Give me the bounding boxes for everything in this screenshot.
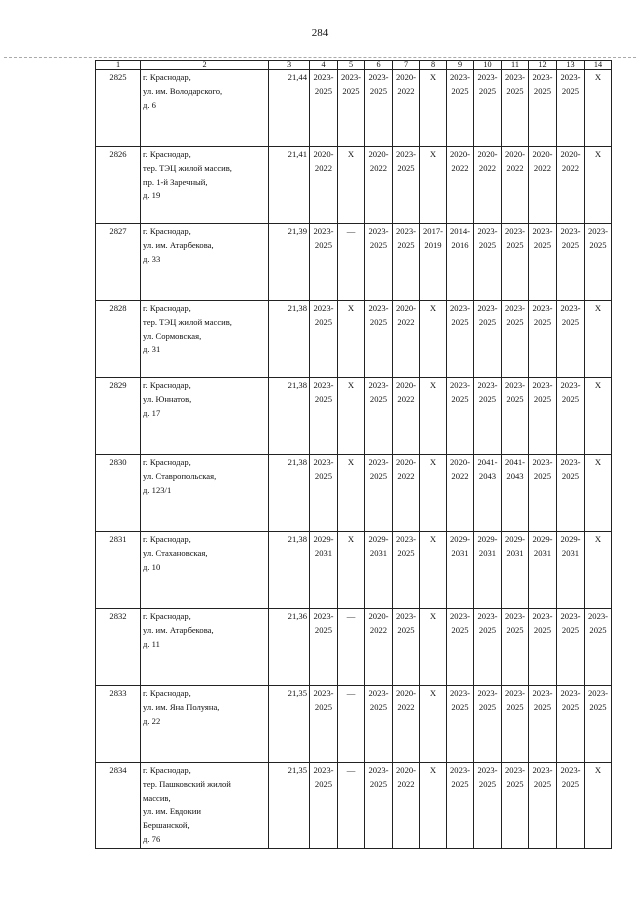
period-cell: 2023- 2025: [310, 224, 338, 301]
period-cell: 2023- 2025: [502, 301, 529, 378]
table-row: [96, 455, 612, 532]
address-line: д. 123/1: [143, 484, 172, 495]
address-cell: [141, 378, 269, 455]
address-line: д. 10: [143, 561, 161, 572]
period-cell: 2023- 2025: [310, 455, 338, 532]
period-cell: 2020- 2022: [393, 70, 420, 147]
page-number: 284: [311, 27, 329, 39]
value-cell: 21,38: [269, 532, 310, 609]
address-line: тер. Пашковский жилой: [143, 778, 231, 789]
value-cell: 21,36: [269, 609, 310, 686]
period-cell: 2023- 2025: [365, 455, 393, 532]
address-line: ул. им. Атарбекова,: [143, 239, 214, 250]
period-cell: 2023- 2025: [529, 609, 557, 686]
period-cell: 2023- 2025: [502, 70, 529, 147]
address-line: массив,: [143, 792, 171, 803]
row-number: 2829: [96, 378, 141, 455]
period-cell: 2023- 2025: [502, 224, 529, 301]
period-cell: 2029- 2031: [310, 532, 338, 609]
period-cell: 2023- 2025: [474, 609, 502, 686]
period-cell: 2023- 2025: [502, 378, 529, 455]
period-cell: 2023- 2025: [447, 763, 474, 849]
column-header-6: 6: [365, 61, 393, 70]
period-cell: 2023- 2025: [557, 224, 585, 301]
period-cell: 2029- 2031: [557, 532, 585, 609]
header-divider: [4, 57, 636, 58]
period-cell: Х: [420, 532, 447, 609]
period-cell: —: [338, 763, 365, 849]
period-cell: Х: [585, 70, 612, 147]
period-cell: 2023- 2025: [310, 301, 338, 378]
period-cell: Х: [585, 532, 612, 609]
address-line: ул. Стахановская,: [143, 547, 208, 558]
table-row: [96, 224, 612, 301]
address-line: г. Краснодар,: [143, 688, 191, 698]
period-cell: 2023- 2025: [447, 70, 474, 147]
row-number: 2827: [96, 224, 141, 301]
period-cell: 2023- 2025: [474, 301, 502, 378]
period-cell: 2023- 2025: [557, 70, 585, 147]
period-cell: 2023- 2025: [529, 224, 557, 301]
table-row: [96, 70, 612, 147]
period-cell: 2023- 2025: [447, 378, 474, 455]
address-line: ул. Сормовская,: [143, 330, 202, 341]
column-header-13: 13: [557, 61, 585, 70]
period-cell: 2023- 2025: [502, 686, 529, 763]
period-cell: Х: [420, 455, 447, 532]
period-cell: 2023- 2025: [585, 686, 612, 763]
column-header-12: 12: [529, 61, 557, 70]
period-cell: 2023- 2025: [365, 378, 393, 455]
address-line: г. Краснодар,: [143, 380, 191, 390]
period-cell: 2020- 2022: [393, 763, 420, 849]
period-cell: 2023- 2025: [447, 301, 474, 378]
period-cell: Х: [585, 455, 612, 532]
period-cell: 2023- 2025: [557, 609, 585, 686]
period-cell: Х: [585, 763, 612, 849]
column-header-10: 10: [474, 61, 502, 70]
address-line: д. 6: [143, 99, 156, 110]
period-cell: 2023- 2025: [393, 224, 420, 301]
row-number: 2833: [96, 686, 141, 763]
address-line: тер. ТЭЦ жилой массив,: [143, 162, 232, 173]
period-cell: 2029- 2031: [474, 532, 502, 609]
value-cell: 21,38: [269, 378, 310, 455]
period-cell: 2023- 2025: [557, 763, 585, 849]
period-cell: 2023- 2025: [474, 70, 502, 147]
period-cell: 2020- 2022: [474, 147, 502, 224]
row-number: 2825: [96, 70, 141, 147]
period-cell: Х: [585, 378, 612, 455]
period-cell: 2020- 2022: [529, 147, 557, 224]
column-header-11: 11: [502, 61, 529, 70]
address-line: д. 33: [143, 253, 161, 264]
period-cell: Х: [338, 147, 365, 224]
period-cell: Х: [420, 147, 447, 224]
period-cell: 2041- 2043: [502, 455, 529, 532]
address-line: д. 22: [143, 715, 161, 726]
period-cell: 2023- 2025: [474, 378, 502, 455]
column-header-7: 7: [393, 61, 420, 70]
period-cell: 2023- 2025: [557, 455, 585, 532]
period-cell: Х: [338, 532, 365, 609]
table-row: [96, 378, 612, 455]
address-cell: [141, 532, 269, 609]
period-cell: Х: [338, 455, 365, 532]
period-cell: Х: [420, 763, 447, 849]
row-number: 2831: [96, 532, 141, 609]
address-cell: [141, 224, 269, 301]
period-cell: 2023- 2025: [529, 455, 557, 532]
address-line: д. 11: [143, 638, 160, 649]
period-cell: 2023- 2025: [529, 378, 557, 455]
period-cell: 2023- 2025: [557, 301, 585, 378]
period-cell: 2023- 2025: [447, 686, 474, 763]
period-cell: Х: [585, 147, 612, 224]
column-header-8: 8: [420, 61, 447, 70]
row-number: 2832: [96, 609, 141, 686]
address-cell: [141, 455, 269, 532]
period-cell: 2023- 2025: [585, 609, 612, 686]
value-cell: 21,44: [269, 70, 310, 147]
period-cell: 2023- 2025: [474, 763, 502, 849]
period-cell: 2020- 2022: [365, 147, 393, 224]
period-cell: 2020- 2022: [393, 301, 420, 378]
column-header-14: 14: [585, 61, 612, 70]
period-cell: 2023- 2025: [474, 224, 502, 301]
address-line: ул. им. Атарбекова,: [143, 624, 214, 635]
value-cell: 21,39: [269, 224, 310, 301]
period-cell: 2023- 2025: [310, 378, 338, 455]
period-cell: 2020- 2022: [365, 609, 393, 686]
period-cell: —: [338, 609, 365, 686]
row-number: 2826: [96, 147, 141, 224]
period-cell: 2029- 2031: [502, 532, 529, 609]
value-cell: 21,35: [269, 763, 310, 849]
address-cell: [141, 301, 269, 378]
address-cell: [141, 686, 269, 763]
period-cell: —: [338, 686, 365, 763]
period-cell: 2014- 2016: [447, 224, 474, 301]
period-cell: 2023- 2025: [557, 378, 585, 455]
period-cell: 2020- 2022: [393, 378, 420, 455]
period-cell: 2020- 2022: [557, 147, 585, 224]
address-cell: [141, 609, 269, 686]
period-cell: 2017- 2019: [420, 224, 447, 301]
period-cell: Х: [420, 609, 447, 686]
period-cell: 2023- 2025: [393, 532, 420, 609]
period-cell: 2023- 2025: [447, 609, 474, 686]
period-cell: 2023- 2025: [529, 763, 557, 849]
period-cell: —: [338, 224, 365, 301]
table-row: [96, 147, 612, 224]
period-cell: Х: [420, 686, 447, 763]
period-cell: 2023- 2025: [365, 224, 393, 301]
address-line: г. Краснодар,: [143, 611, 191, 621]
value-cell: 21,35: [269, 686, 310, 763]
value-cell: 21,38: [269, 301, 310, 378]
period-cell: Х: [420, 70, 447, 147]
period-cell: 2023- 2025: [365, 70, 393, 147]
period-cell: 2020- 2022: [447, 147, 474, 224]
period-cell: Х: [338, 378, 365, 455]
period-cell: 2023- 2025: [365, 763, 393, 849]
period-cell: 2020- 2022: [393, 686, 420, 763]
period-cell: 2023- 2025: [365, 301, 393, 378]
column-header-9: 9: [447, 61, 474, 70]
period-cell: 2041- 2043: [474, 455, 502, 532]
period-cell: 2023- 2025: [393, 609, 420, 686]
value-cell: 21,38: [269, 455, 310, 532]
address-line: д. 31: [143, 344, 161, 355]
period-cell: 2023- 2025: [474, 686, 502, 763]
table-row: [96, 532, 612, 609]
period-cell: 2029- 2031: [365, 532, 393, 609]
period-cell: 2023- 2025: [365, 686, 393, 763]
column-header-2: 2: [141, 61, 269, 70]
column-header-3: 3: [269, 61, 310, 70]
period-cell: 2020- 2022: [310, 147, 338, 224]
table-row: [96, 301, 612, 378]
address-line: г. Краснодар,: [143, 457, 191, 467]
period-cell: 2023- 2025: [310, 763, 338, 849]
column-header-4: 4: [310, 61, 338, 70]
address-cell: [141, 70, 269, 147]
period-cell: Х: [420, 301, 447, 378]
table-row: [96, 763, 612, 849]
period-cell: 2023- 2025: [310, 70, 338, 147]
period-cell: 2023- 2025: [502, 609, 529, 686]
period-cell: 2023- 2025: [529, 686, 557, 763]
address-line: г. Краснодар,: [143, 72, 191, 82]
period-cell: 2029- 2031: [447, 532, 474, 609]
repair-schedule-table: [95, 60, 612, 849]
address-line: г. Краснодар,: [143, 303, 191, 313]
period-cell: 2020- 2022: [447, 455, 474, 532]
address-line: ул. им. Яна Полуяна,: [143, 701, 220, 712]
period-cell: 2020- 2022: [393, 455, 420, 532]
period-cell: 2023- 2025: [338, 70, 365, 147]
address-cell: [141, 763, 269, 849]
period-cell: Х: [585, 301, 612, 378]
period-cell: 2023- 2025: [529, 70, 557, 147]
address-line: ул. Юннатов,: [143, 393, 192, 404]
address-cell: [141, 147, 269, 224]
address-line: пр. 1-й Заречный,: [143, 176, 208, 187]
period-cell: 2020- 2022: [502, 147, 529, 224]
period-cell: 2023- 2025: [585, 224, 612, 301]
column-header-1: 1: [96, 61, 141, 70]
value-cell: 21,41: [269, 147, 310, 224]
period-cell: Х: [420, 378, 447, 455]
column-number-row: [96, 61, 612, 70]
address-line: г. Краснодар,: [143, 765, 191, 775]
address-line: д. 17: [143, 407, 161, 418]
row-number: 2834: [96, 763, 141, 849]
period-cell: 2023- 2025: [557, 686, 585, 763]
row-number: 2830: [96, 455, 141, 532]
period-cell: 2023- 2025: [310, 686, 338, 763]
address-line: тер. ТЭЦ жилой массив,: [143, 316, 232, 327]
table-row: [96, 609, 612, 686]
address-line: д. 19: [143, 190, 161, 201]
period-cell: 2023- 2025: [310, 609, 338, 686]
address-line: г. Краснодар,: [143, 226, 191, 236]
period-cell: 2023- 2025: [393, 147, 420, 224]
period-cell: Х: [338, 301, 365, 378]
address-line: г. Краснодар,: [143, 149, 191, 159]
address-line: г. Краснодар,: [143, 534, 191, 544]
period-cell: 2029- 2031: [529, 532, 557, 609]
period-cell: 2023- 2025: [529, 301, 557, 378]
address-line: ул. им. Евдокии: [143, 806, 201, 817]
address-line: ул. им. Володарского,: [143, 85, 223, 96]
period-cell: 2023- 2025: [502, 763, 529, 849]
row-number: 2828: [96, 301, 141, 378]
column-header-5: 5: [338, 61, 365, 70]
address-line: ул. Ставропольская,: [143, 470, 217, 481]
table-row: [96, 686, 612, 763]
address-line: Бершанской,: [143, 820, 190, 830]
address-line: д. 76: [143, 833, 161, 844]
